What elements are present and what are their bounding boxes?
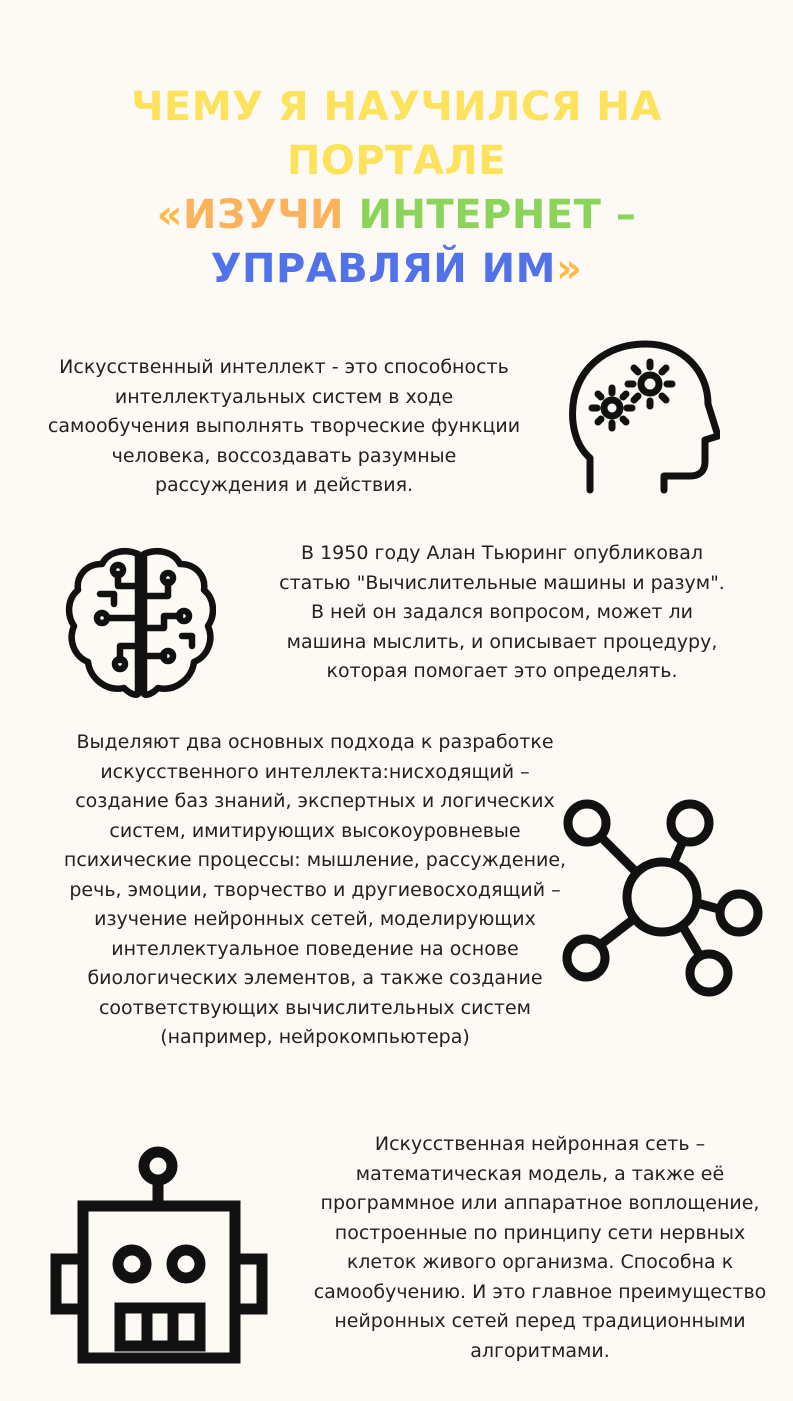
neural-network-text: Искусственная нейронная сеть – математическая модель, а также её программное или аппаратное воплощение, построенные по принципу сети нервных клеток живого организма. Способна к самообучению. И это главное преимущество нейронных сетей перед традиционными алгоритмами.	[313, 1133, 767, 1362]
network-nodes-icon	[562, 796, 764, 1000]
robot-head-icon	[48, 1144, 276, 1364]
turing-text: В 1950 году Алан Тьюринг опубликовал статью "Вычислительные машины и разум". В ней он задался вопросом, может ли машина мыслить, и описывает процедуру, которая помогает это определять.	[279, 542, 725, 682]
title-line-2: ПОРТАЛЕ	[286, 138, 507, 184]
circuit-brain-icon	[64, 546, 216, 701]
ai-definition-text: Искусственный интеллект - это способность интеллектуальных систем в ходе самообучения выполнять творческие функции человека, воссоздавать разумные рассуждения и действия.	[47, 356, 521, 496]
title-quote-open: «	[156, 192, 183, 238]
title-line-3	[60, 188, 733, 242]
title-quote-close: »	[555, 246, 583, 292]
page-title	[60, 80, 733, 296]
head-with-gears-icon	[568, 340, 720, 495]
title-line-1: ЧЕМУ Я НАУЧИЛСЯ НА	[131, 84, 662, 130]
title-word-izuchi: ИЗУЧИ	[182, 192, 345, 238]
title-word-upravlyay: УПРАВЛЯЙ ИМ	[210, 246, 556, 292]
title-word-internet: ИНТЕРНЕТ –	[358, 192, 637, 238]
approaches-text: Выделяют два основных подхода к разработке искусственного интеллекта:нисходящий – создание баз знаний, экспертных и логических систем, имитирующих высокоуровневые психические процессы: мышление, рассуждение, речь, эмоции, творчество и другиевосходящий – изучение нейронных сетей, моделирующих интеллектуальное поведение на основе биологических элементов, а также создание соответствующих вычислительных систем (например, нейрокомпьютера)	[63, 731, 567, 1048]
title-line-4	[60, 242, 733, 296]
